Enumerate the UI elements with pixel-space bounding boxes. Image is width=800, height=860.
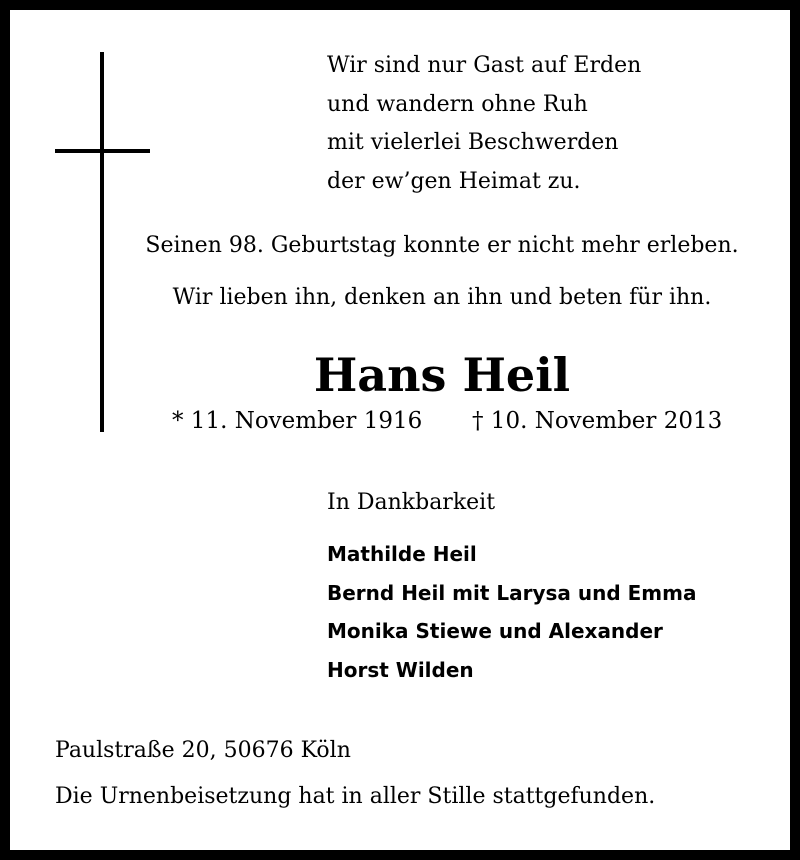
- family-member: Monika Stiewe und Alexander: [327, 619, 663, 643]
- birth-date: * 11. November 1916: [172, 408, 423, 434]
- poem-line: Wir sind nur Gast auf Erden: [327, 53, 642, 78]
- poem: [327, 47, 767, 201]
- family-member: Mathilde Heil: [327, 542, 477, 566]
- birthday-sentence: Seinen 98. Geburtstag konnte er nicht mehr erleben.: [145, 233, 739, 258]
- family-member: Horst Wilden: [327, 657, 474, 682]
- poem-line: und wandern ohne Ruh: [327, 91, 588, 117]
- cross-symbol-horizontal-bar: [55, 149, 150, 153]
- thanks-heading: In Dankbarkeit: [327, 490, 496, 515]
- death-date: † 10. November 2013: [472, 408, 723, 434]
- funeral-note: Die Urnenbeisetzung hat in aller Stille stattgefunden.: [55, 784, 656, 809]
- address: Paulstraße 20, 50676 Köln: [55, 738, 351, 763]
- deceased-name: Hans Heil: [313, 348, 571, 402]
- family-list: [327, 535, 696, 689]
- poem-line: der ew’gen Heimat zu.: [327, 168, 581, 194]
- poem-line: mit vielerlei Beschwerden: [327, 130, 619, 155]
- love-sentence: Wir lieben ihn, denken an ihn und beten für ihn.: [172, 285, 712, 310]
- family-member: Bernd Heil mit Larysa und Emma: [327, 580, 697, 605]
